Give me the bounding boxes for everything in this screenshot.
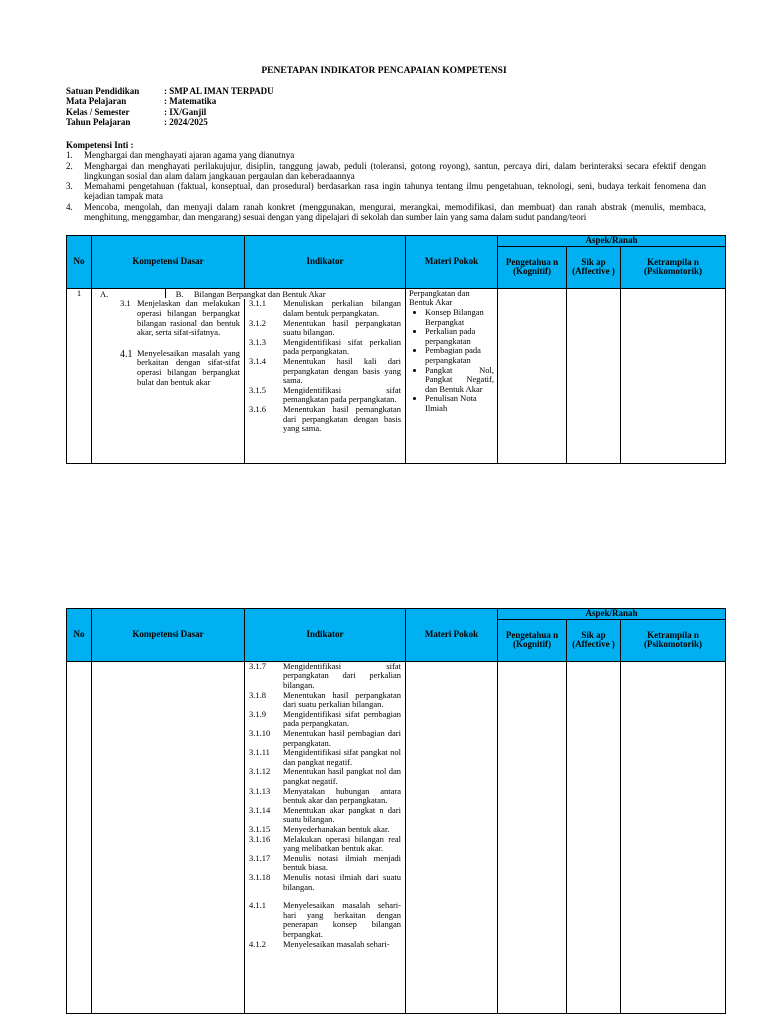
kd-num: 4.1 xyxy=(120,348,133,360)
ki-text: Menghargai dan menghayati ajaran agama yang dianutnya xyxy=(84,150,295,161)
indikator-item xyxy=(249,386,401,405)
indikator-cell xyxy=(245,661,406,1013)
indikator-item xyxy=(249,901,401,939)
identity-value: : 2024/2025 xyxy=(164,116,208,127)
indikator-text: Mengidentifikasi sifat perkalian pada perpangkatan. xyxy=(283,336,401,357)
document-title: PENETAPAN INDIKATOR PENCAPAIAN KOMPETENSI xyxy=(261,66,507,76)
indikator-item xyxy=(249,357,401,386)
indikator-item xyxy=(249,729,401,748)
identity-label: Kelas / Semester xyxy=(66,106,130,117)
indikator-item xyxy=(249,806,401,825)
indikator-item xyxy=(249,854,401,873)
indikator-item xyxy=(249,787,401,806)
indikator-item xyxy=(249,710,401,729)
header-kd: Kompetensi Dasar xyxy=(92,236,245,289)
indikator-text: Menulis notasi ilmiah dari suatu bilangan. xyxy=(283,871,401,892)
indikator-text: Mengidentifikasi sifat perpangkatan dari perkalian bilangan. xyxy=(283,660,401,691)
header-indikator: Indikator xyxy=(245,609,406,662)
kd-cell xyxy=(92,299,245,463)
ki-item xyxy=(66,161,706,182)
indikator-num: 3.1.9 xyxy=(249,708,266,719)
ki-text: Memahami pengetahuan (faktual, konseptual, dan prosedural) berdasarkan rasa ingin tahunya tentang ilmu pengetahuan, teknologi, seni, budaya terkait fenomena dan kejadian tampak mata xyxy=(84,181,706,202)
indikator-table-2 xyxy=(66,608,726,1014)
indikator-num: 3.1.12 xyxy=(249,766,271,777)
indikator-num: 3.1.17 xyxy=(249,852,271,863)
sikap-cell xyxy=(567,661,621,1013)
indikator-num: 3.1.14 xyxy=(249,804,271,815)
ki-heading: Kompetensi Inti : xyxy=(66,140,134,150)
section-a-label: A. xyxy=(100,288,109,299)
keterampilan-cell xyxy=(621,288,726,463)
indikator-item xyxy=(249,873,401,892)
materi-item: • Pangkat Nol, Pangkat Negatif, dan Bentuk Akar xyxy=(425,366,494,395)
indikator-table-1 xyxy=(66,235,726,464)
indikator-item xyxy=(249,662,401,691)
indikator-num: 4.1.1 xyxy=(249,900,266,911)
materi-item: • Pembagian pada perpangkatan xyxy=(425,346,494,365)
indikator-num: 3.1.16 xyxy=(249,833,271,844)
indikator-text: Menentukan hasil pemangkatan dari perpangkatan dengan basis yang sama. xyxy=(283,404,401,434)
indikator-text: Melakukan operasi bilangan real yang melibatkan bentuk akar. xyxy=(283,833,401,854)
indikator-item xyxy=(249,319,401,338)
ki-item xyxy=(66,150,706,160)
indikator-num: 4.1.2 xyxy=(249,938,266,949)
indikator-num: 3.1.2 xyxy=(249,317,266,328)
kd-num: 3.1 xyxy=(120,298,131,309)
indikator-num: 3.1.8 xyxy=(249,689,266,700)
materi-item: • Penulisan Nota Ilmiah xyxy=(425,394,494,413)
indikator-num: 3.1.18 xyxy=(249,871,271,882)
ki-item xyxy=(66,202,706,223)
indikator-num: 3.1.6 xyxy=(249,404,266,415)
ki-num: 2. xyxy=(66,160,73,171)
pengetahuan-cell xyxy=(498,288,567,463)
indikator-text: Menentukan hasil perpangkatan dari suatu perkalian bilangan. xyxy=(283,689,401,710)
indikator-num: 3.1.13 xyxy=(249,785,271,796)
identity-label: Mata Pelajaran xyxy=(66,96,127,107)
ki-num: 4. xyxy=(66,201,73,212)
materi-heading: Perpangkatan dan Bentuk Akar xyxy=(409,287,470,308)
ki-num: 1. xyxy=(66,150,73,161)
indikator-num: 3.1.3 xyxy=(249,336,266,347)
ki-text: Menghargai dan menghayati perilakujujur, disiplin, tanggung jawab, peduli (toleransi, gotong royong), santun, percaya diri, dalam berinteraksi secara efektif dengan lingkungan sosial dan alam dalam jangkauan pergaulan dan keberadaannya xyxy=(84,160,706,181)
indikator-text: Mengidentifikasi sifat pemangkatan pada perpangkatan. xyxy=(283,384,401,405)
indikator-text: Menuliskan perkalian bilangan dalam bentuk perpangkatan. xyxy=(283,298,401,319)
indikator-item xyxy=(249,940,401,950)
indikator-text: Mengidentifikasi sifat pangkat nol dan pangkat negatif. xyxy=(283,747,401,767)
indikator-item xyxy=(249,748,401,767)
indikator-item xyxy=(249,299,401,318)
header-pengetahuan: Pengetahua n (Kognitif) xyxy=(498,619,567,661)
indikator-num: 3.1.1 xyxy=(249,298,266,309)
identity-value: : IX/Ganjil xyxy=(164,106,207,117)
indikator-text: Menentukan hasil kali dari perpangkatan dengan basis yang sama. xyxy=(283,356,401,386)
materi-cell xyxy=(406,288,498,463)
kd-item xyxy=(120,349,240,387)
indikator-item xyxy=(249,405,401,434)
header-indikator: Indikator xyxy=(245,236,406,289)
indikator-text: Mengidentifikasi sifat pembagian pada perpangkatan. xyxy=(283,708,401,729)
materi-item: • Perkalian pada perpangkatan xyxy=(425,327,494,346)
indikator-text: Menyederhanakan bentuk akar. xyxy=(283,823,390,834)
header-aspek: Aspek/Ranah xyxy=(498,609,726,620)
indikator-text: Menentukan akar pangkat n dari suatu bilangan. xyxy=(283,804,401,825)
row-no: 1 xyxy=(67,288,92,463)
indikator-text: Menyatakan hubungan antara bentuk akar dan perpangkatan. xyxy=(283,785,401,806)
kd-text: Menjelaskan dan melakukan operasi bilangan berpangkat bilangan rasional dan bentuk akar, serta sifat-sifatnya. xyxy=(137,298,240,338)
indikator-num: 3.1.5 xyxy=(249,384,266,395)
header-no: No xyxy=(67,609,92,662)
indikator-text: Menentukan hasil perpangkatan suatu bilangan. xyxy=(283,317,401,338)
ki-text: Mencoba, mengolah, dan menyaji dalam ranah konkret (menggunakan, mengurai, merangkai, memodifikasi, dan membuat) dan ranah abstrak (menulis, membaca, menghitung, menggambar, dan mengarang) sesuai dengan yang dipelajari di sekolah dan sumber lain yang sama dalam sudut pandang/teori xyxy=(84,201,706,222)
kd-cell xyxy=(92,661,245,1013)
indikator-num: 3.1.11 xyxy=(249,747,270,758)
kompetensi-inti xyxy=(66,140,706,222)
identity-label: Tahun Pelajaran xyxy=(66,116,131,127)
materi-cell xyxy=(406,661,498,1013)
header-no: No xyxy=(67,236,92,289)
section-b-label: B. xyxy=(175,288,184,299)
indikator-num: 3.1.4 xyxy=(249,356,266,367)
indikator-num: 3.1.7 xyxy=(249,660,266,671)
indikator-item xyxy=(249,767,401,786)
indikator-item xyxy=(249,338,401,357)
header-materi: Materi Pokok xyxy=(406,609,498,662)
row-no xyxy=(67,661,92,1013)
kd-text: Menyelesaikan masalah yang berkaitan dengan sifat-sifat operasi bilangan berpangkat bulat dan bentuk akar xyxy=(137,347,240,387)
header-keterampilan: Ketrampila n (Psikomotorik) xyxy=(621,246,726,288)
header-sikap: Sik ap (Affective ) xyxy=(567,246,621,288)
indikator-text: Menyelesaikan masalah sehari-hari yang berkaitan dengan penerapan konsep bilangan berpangkat. xyxy=(283,900,401,939)
header-materi: Materi Pokok xyxy=(406,236,498,289)
indikator-text: Menyelesaikan masalah sehari- xyxy=(283,938,390,949)
identity-label: Satuan Pendidikan xyxy=(66,86,140,96)
header-sikap: Sik ap (Affective ) xyxy=(567,619,621,661)
indikator-text: Menentukan hasil pembagian dari perpangkatan. xyxy=(283,728,401,748)
indikator-text: Menentukan hasil pangkat nol dan pangkat negatif. xyxy=(283,766,401,787)
materi-list xyxy=(409,308,494,414)
indikator-cell xyxy=(245,299,406,463)
indikator-item xyxy=(249,691,401,710)
indikator-num: 3.1.15 xyxy=(249,823,271,834)
identity-value: : Matematika xyxy=(164,96,217,107)
kd-item xyxy=(120,299,240,337)
section-title: Bilangan Berpangkat dan Bentuk Akar xyxy=(193,288,326,299)
indikator-text: Menulis notasi ilmiah menjadi bentuk biasa. xyxy=(283,852,401,873)
sikap-cell xyxy=(567,288,621,463)
identity-value: : SMP AL IMAN TERPADU xyxy=(164,86,274,96)
keterampilan-cell xyxy=(621,661,726,1013)
ki-num: 3. xyxy=(66,181,73,191)
header-pengetahuan: Pengetahua n (Kognitif) xyxy=(498,246,567,288)
indikator-num: 3.1.10 xyxy=(249,728,271,739)
ki-item xyxy=(66,181,706,202)
materi-item: • Konsep Bilangan Berpangkat xyxy=(425,308,494,327)
pengetahuan-cell xyxy=(498,661,567,1013)
header-aspek: Aspek/Ranah xyxy=(498,236,726,247)
header-kd: Kompetensi Dasar xyxy=(92,609,245,662)
identity-block xyxy=(66,86,274,127)
indikator-item xyxy=(249,835,401,854)
header-keterampilan: Ketrampila n (Psikomotorik) xyxy=(621,619,726,661)
